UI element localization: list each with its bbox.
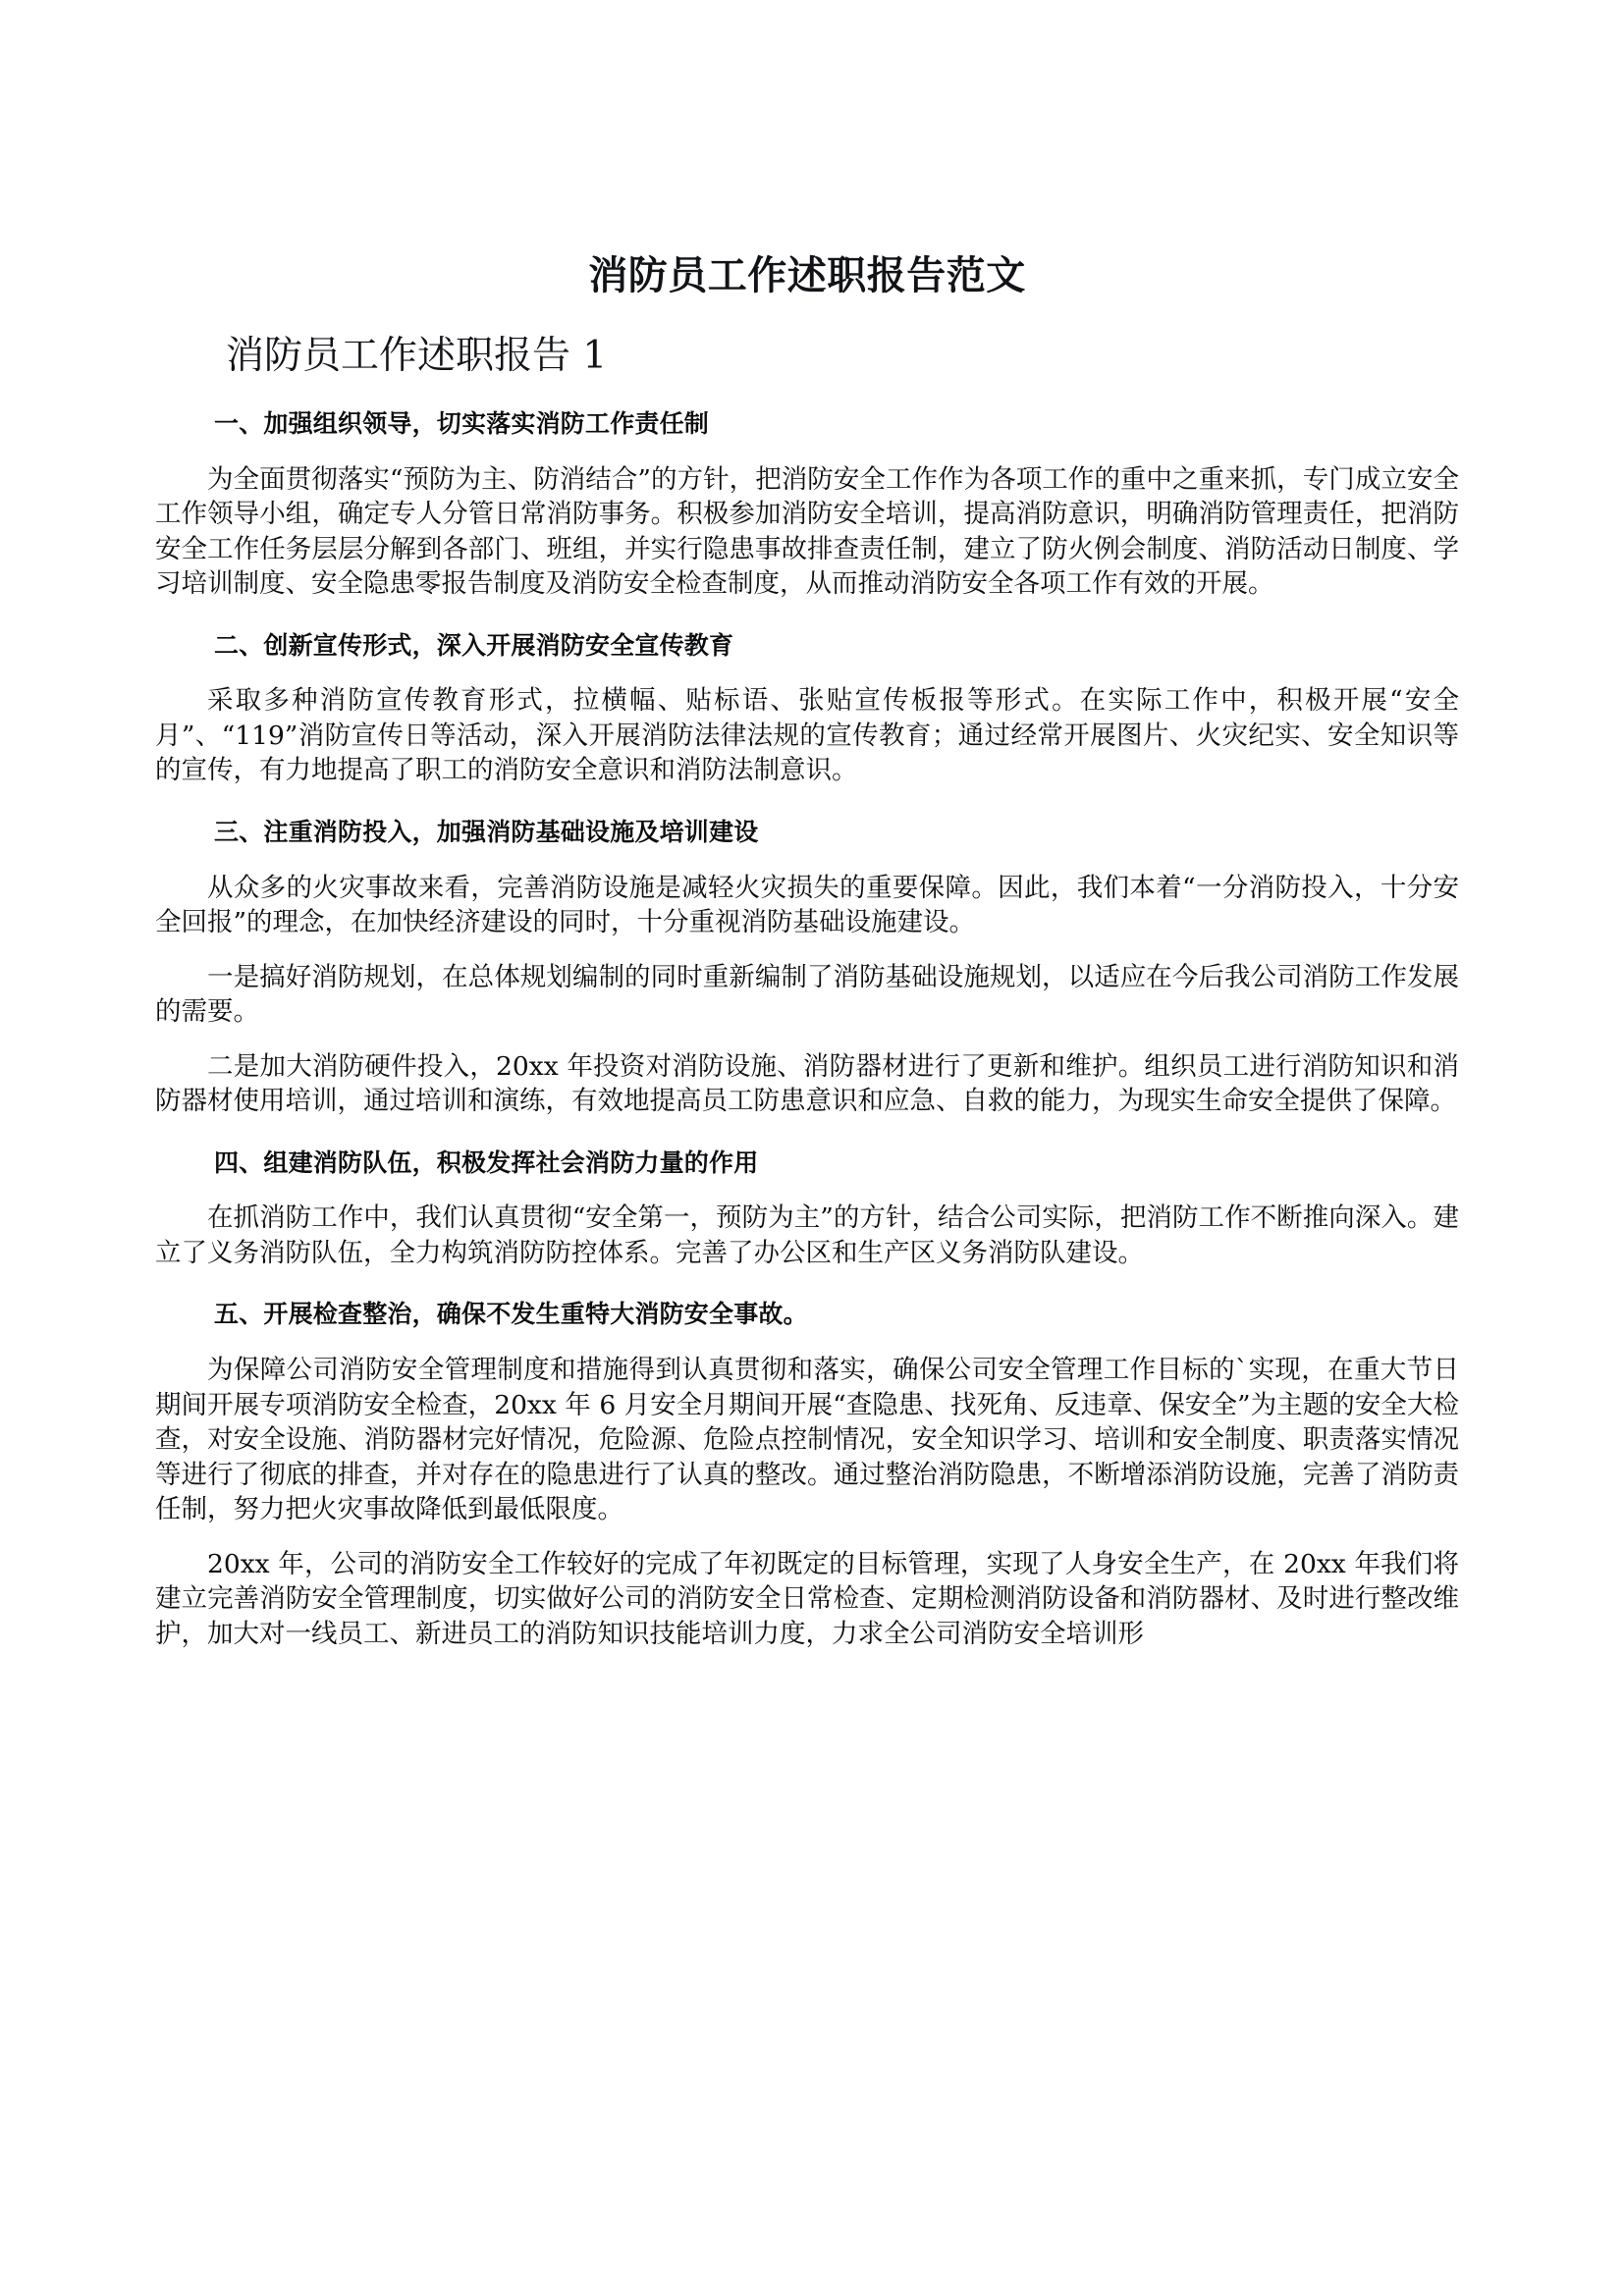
document-subtitle: 消防员工作述职报告 1 — [226, 334, 608, 379]
section-3-paragraph-2: 一是搞好消防规划，在总体规划编制的同时重新编制了消防基础设施规划，以适应在今后我公司消防工作发展的需要。 — [155, 961, 1459, 1028]
section-4-paragraph-1: 在抓消防工作中，我们认真贯彻“安全第一，预防为主”的方针，结合公司实际，把消防工作不断推向深入。建立了义务消防队伍，全力构筑消防防控体系。完善了办公区和生产区义务消防队建设。 — [155, 1202, 1459, 1268]
section-heading-1: 一、加强组织领导，切实落实消防工作责任制 — [214, 408, 710, 438]
document-content — [155, 0, 1459, 1651]
section-heading-3: 三、注重消防投入，加强消防基础设施及培训建设 — [214, 817, 759, 846]
section-heading-4: 四、组建消防队伍，积极发挥社会消防力量的作用 — [214, 1148, 759, 1177]
section-5-paragraph-1: 为保障公司消防安全管理制度和措施得到认真贯彻和落实，确保公司安全管理工作目标的`实现，在重大节日期间开展专项消防安全检查，20xx 年 6 月安全月期间开展“查隐患、找死角、反违章、保安全”为主题的安全大检查，对安全设施、消防器材完好情况，危险源、危险点控制情况，安全知识学习、培训和安全制度、职责落实情况等进行了彻底的排查，并对存在的隐患进行了认真的整改。通过整治消防隐患，不断增添消防设施，完善了消防责任制，努力把火灾事故降低到最低限度。 — [155, 1355, 1459, 1525]
section-heading-5: 五、开展检查整治，确保不发生重特大消防安全事故。 — [214, 1300, 808, 1329]
section-5-paragraph-2: 20xx 年，公司的消防安全工作较好的完成了年初既定的目标管理，实现了人身安全生产，在 20xx 年我们将建立完善消防安全管理制度，切实做好公司的消防安全日常检查、定期检测消防设备和消防器材、及时进行整改维护，加大对一线员工、新进员工的消防知识技能培训力度，力求全公司消防安全培训形 — [155, 1548, 1459, 1649]
section-3-paragraph-1: 从众多的火灾事故来看，完善消防设施是减轻火灾损失的重要保障。因此，我们本着“一分消防投入，十分安全回报”的理念，在加快经济建设的同时，十分重视消防基础设施建设。 — [155, 872, 1459, 938]
section-2-paragraph-1: 采取多种消防宣传教育形式，拉横幅、贴标语、张贴宣传板报等形式。在实际工作中，积极开展“安全月”、“119”消防宣传日等活动，深入开展消防法律法规的宣传教育；通过经常开展图片、火灾纪实、安全知识等的宣传，有力地提高了职工的消防安全意识和消防法制意识。 — [155, 685, 1459, 786]
section-heading-2: 二、创新宣传形式，深入开展消防安全宣传教育 — [214, 630, 734, 660]
document-title: 消防员工作述职报告范文 — [588, 253, 1026, 298]
section-3-paragraph-3: 二是加大消防硬件投入，20xx 年投资对消防设施、消防器材进行了更新和维护。组织员工进行消防知识和消防器材使用培训，通过培训和演练，有效地提高员工防患意识和应急、自救的能力，为现实生命安全提供了保障。 — [155, 1050, 1459, 1117]
section-1-paragraph-1: 为全面贯彻落实“预防为主、防消结合”的方针，把消防安全工作作为各项工作的重中之重来抓，专门成立安全工作领导小组，确定专人分管日常消防事务。积极参加消防安全培训，提高消防意识，明确消防管理责任，把消防安全工作任务层层分解到各部门、班组，并实行隐患事故排查责任制，建立了防火例会制度、消防活动日制度、学习培训制度、安全隐患零报告制度及消防安全检查制度，从而推动消防安全各项工作有效的开展。 — [155, 463, 1459, 600]
